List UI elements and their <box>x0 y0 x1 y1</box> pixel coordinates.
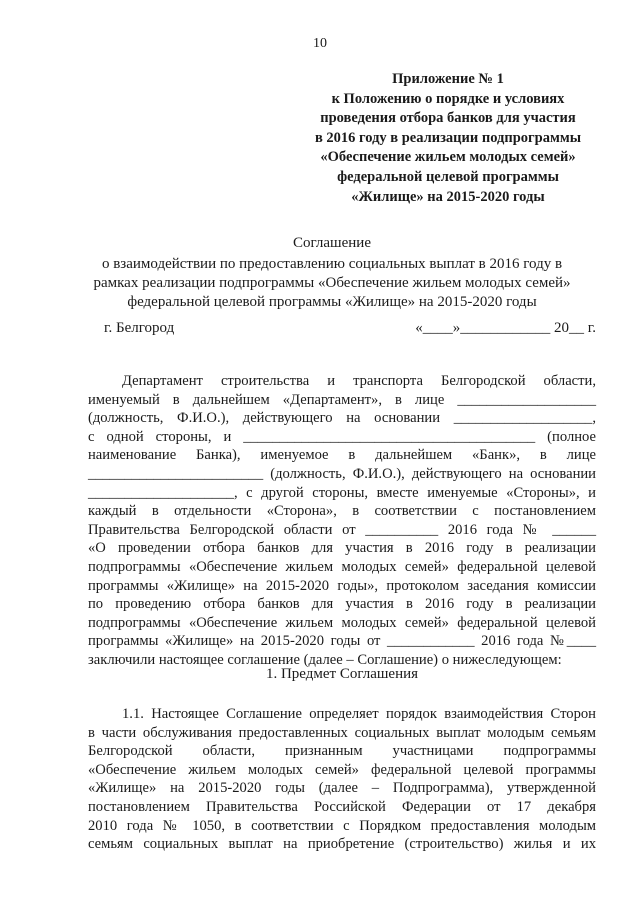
preamble-line: ____________________, с другой стороны, вместе именуемые «Стороны», и <box>88 484 596 501</box>
appendix-header <box>288 70 608 207</box>
preamble-line: программы «Жилище» на 2015-2020 годы», протоколом заседания комиссии <box>88 577 596 594</box>
section-1-paragraph <box>88 705 596 854</box>
agreement-title <box>82 234 582 312</box>
section-1-heading: 1. Предмет Соглашения <box>265 666 419 682</box>
preamble-paragraph <box>88 372 596 670</box>
preamble-line: «О проведении отбора банков для участия в 2016 году в реализации <box>88 540 596 557</box>
appendix-line: Приложение № 1 <box>392 71 504 87</box>
section-1-line: «Жилище» на 2015-2020 годы (далее – Подпрограмма), утвержденной <box>88 780 596 797</box>
section-1-line: постановлением Правительства Российской Федерации от 17 декабря <box>88 798 596 815</box>
preamble-line: ________________________ (должность, Ф.И.О.), действующего на основании <box>88 465 596 482</box>
section-1-line: Белгородской области, признанным участницами подпрограммы <box>88 743 596 760</box>
preamble-line: программы «Жилище» на 2015-2020 годы от ____________ 2016 года №____ <box>88 633 596 650</box>
agreement-title-main: Соглашение <box>293 235 371 251</box>
section-1-line: 1.1. Настоящее Соглашение определяет порядок взаимодействия Сторон <box>122 706 596 722</box>
section-1-line: семьям социальных выплат на приобретение (строительство) жилья и их <box>88 836 596 853</box>
agreement-title-line: о взаимодействии по предоставлению социальных выплат в 2016 году в <box>101 256 563 272</box>
date-blank: «____»____________ 20__ г. <box>415 320 596 336</box>
section-1-line: в части обслуживания предоставленных социальных выплат молодым семьям <box>88 724 596 741</box>
place-city: г. Белгород <box>104 320 175 336</box>
preamble-line: (должность, Ф.И.О.), действующего на основании ___________________, <box>88 410 596 427</box>
agreement-title-line: федеральной целевой программы «Жилище» на 2015-2020 годы <box>127 294 537 310</box>
preamble-line: заключили настоящее соглашение (далее – Соглашение) о нижеследующем: <box>88 651 562 668</box>
preamble-line: Департамент строительства и транспорта Белгородской области, <box>122 373 596 389</box>
appendix-line: в 2016 году в реализации подпрограммы <box>314 129 582 146</box>
preamble-line: по проведению отбора банков для участия в 2016 году в реализации <box>88 596 596 613</box>
preamble-line: подпрограммы «Обеспечение жильем молодых семей» федеральной целевой <box>88 614 596 631</box>
agreement-title-line: рамках реализации подпрограммы «Обеспечение жильем молодых семей» <box>93 275 571 291</box>
page-number: 10 <box>313 36 327 51</box>
preamble-line: Правительства Белгородской области от __________ 2016 года № ______ <box>88 521 596 538</box>
preamble-line: с одной стороны, и ________________________________________ (полное <box>88 428 596 445</box>
appendix-line: проведения отбора банков для участия <box>320 110 576 127</box>
preamble-line: каждый в отдельности «Сторона», в соответствии с постановлением <box>88 503 596 520</box>
place-date-row <box>104 320 596 340</box>
preamble-line: именуемый в дальнейшем «Департамент», в лице ___________________ <box>88 391 596 408</box>
section-1-line: «Обеспечение жильем молодых семей» федеральной целевой программы <box>88 761 596 778</box>
preamble-line: наименование Банка), именуемое в дальнейшем «Банк», в лице <box>88 447 596 464</box>
preamble-line: подпрограммы «Обеспечение жильем молодых семей» федеральной целевой <box>88 558 596 575</box>
appendix-line: «Жилище» на 2015-2020 годы <box>351 188 545 205</box>
appendix-line: к Положению о порядке и условиях <box>331 90 565 107</box>
appendix-line: федеральной целевой программы <box>337 168 559 185</box>
appendix-line: «Обеспечение жильем молодых семей» <box>320 149 576 166</box>
section-1-line: 2010 года № 1050, в соответствии с Порядком предоставления молодым <box>88 817 596 834</box>
